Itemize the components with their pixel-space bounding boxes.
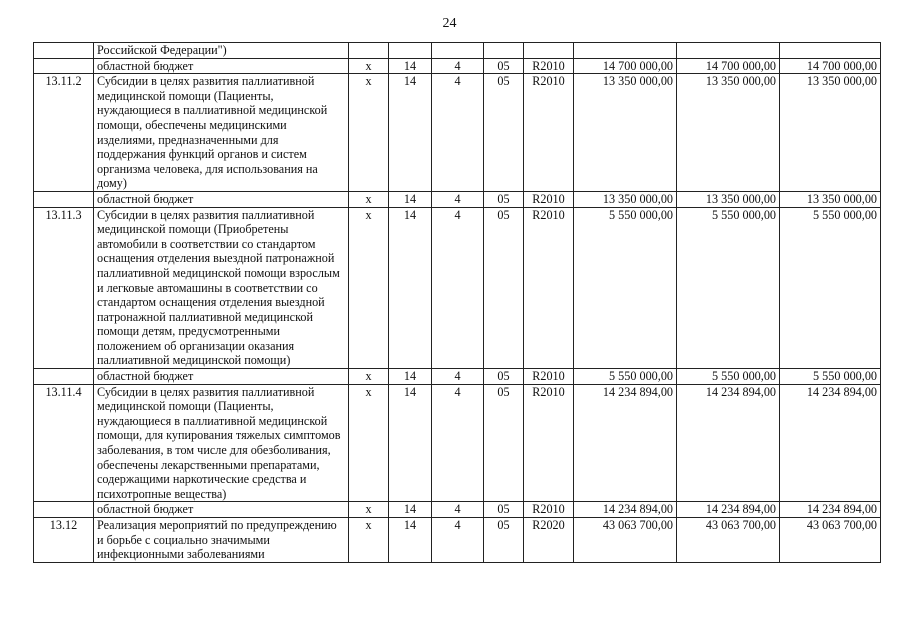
row-amount-2: 13 350 000,00 bbox=[677, 74, 780, 192]
row-subsection bbox=[432, 43, 484, 59]
row-mark: х bbox=[349, 58, 389, 74]
row-amount-2: 14 700 000,00 bbox=[677, 58, 780, 74]
row-target-code: R2010 bbox=[524, 207, 574, 369]
row-section: 14 bbox=[389, 502, 432, 518]
row-mark: х bbox=[349, 191, 389, 207]
row-section bbox=[389, 43, 432, 59]
row-mark: х bbox=[349, 207, 389, 369]
row-mark: х bbox=[349, 518, 389, 563]
row-amount-2: 5 550 000,00 bbox=[677, 369, 780, 385]
row-code: 13.12 bbox=[34, 518, 94, 563]
row-mark bbox=[349, 43, 389, 59]
row-amount-1 bbox=[574, 43, 677, 59]
row-group bbox=[484, 43, 524, 59]
row-group: 05 bbox=[484, 191, 524, 207]
row-amount-1: 14 700 000,00 bbox=[574, 58, 677, 74]
table-row bbox=[34, 43, 881, 59]
row-code bbox=[34, 191, 94, 207]
row-amount-3: 14 234 894,00 bbox=[780, 384, 881, 502]
row-subsection: 4 bbox=[432, 518, 484, 563]
row-mark: х bbox=[349, 384, 389, 502]
row-amount-1: 14 234 894,00 bbox=[574, 384, 677, 502]
row-group: 05 bbox=[484, 74, 524, 192]
row-name: областной бюджет bbox=[94, 191, 349, 207]
row-subsection: 4 bbox=[432, 58, 484, 74]
row-section: 14 bbox=[389, 384, 432, 502]
row-name: Субсидии в целях развития паллиативной медицинской помощи (Пациенты, нуждающиеся в паллиативной медицинской помощи, для купирования тяжелых симптомов заболевания, в том числе для обезболивания, обеспечены лекарственными препаратами, содержащими наркотические средства и психотропные вещества) bbox=[94, 384, 349, 502]
row-amount-1: 5 550 000,00 bbox=[574, 207, 677, 369]
row-amount-2: 43 063 700,00 bbox=[677, 518, 780, 563]
row-amount-2: 14 234 894,00 bbox=[677, 502, 780, 518]
row-amount-3: 13 350 000,00 bbox=[780, 191, 881, 207]
row-group: 05 bbox=[484, 58, 524, 74]
row-amount-1: 5 550 000,00 bbox=[574, 369, 677, 385]
row-target-code: R2010 bbox=[524, 191, 574, 207]
row-mark: х bbox=[349, 502, 389, 518]
row-section: 14 bbox=[389, 207, 432, 369]
row-subsection: 4 bbox=[432, 384, 484, 502]
table-row bbox=[34, 191, 881, 207]
table-row bbox=[34, 207, 881, 369]
row-subsection: 4 bbox=[432, 74, 484, 192]
row-target-code: R2010 bbox=[524, 58, 574, 74]
row-section: 14 bbox=[389, 74, 432, 192]
row-name: Реализация мероприятий по предупреждению и борьбе с социально значимыми инфекционными заболеваниями bbox=[94, 518, 349, 563]
row-amount-3 bbox=[780, 43, 881, 59]
row-amount-3: 5 550 000,00 bbox=[780, 207, 881, 369]
row-amount-2: 14 234 894,00 bbox=[677, 384, 780, 502]
budget-table bbox=[33, 42, 881, 563]
row-name: Субсидии в целях развития паллиативной медицинской помощи (Приобретены автомобили в соответствии со стандартом оснащения отделения выездной патронажной паллиативной медицинской помощи взрослым и легковые автомашины в соответствии со стандартом оснащения отделения выездной патронажной паллиативной медицинской помощи детям, предусмотренными положением об организации оказания паллиативной медицинской помощи) bbox=[94, 207, 349, 369]
row-code bbox=[34, 58, 94, 74]
row-target-code: R2010 bbox=[524, 74, 574, 192]
table-row bbox=[34, 384, 881, 502]
row-amount-1: 43 063 700,00 bbox=[574, 518, 677, 563]
row-amount-3: 13 350 000,00 bbox=[780, 74, 881, 192]
row-amount-2: 5 550 000,00 bbox=[677, 207, 780, 369]
row-mark: х bbox=[349, 369, 389, 385]
row-amount-1: 14 234 894,00 bbox=[574, 502, 677, 518]
row-amount-2: 13 350 000,00 bbox=[677, 191, 780, 207]
row-code: 13.11.3 bbox=[34, 207, 94, 369]
row-name: областной бюджет bbox=[94, 58, 349, 74]
row-name: областной бюджет bbox=[94, 502, 349, 518]
row-code bbox=[34, 43, 94, 59]
row-amount-1: 13 350 000,00 bbox=[574, 191, 677, 207]
row-name: Субсидии в целях развития паллиативной медицинской помощи (Пациенты, нуждающиеся в паллиативной медицинской помощи, обеспечены медицинскими изделиями, предназначенными для поддержания функций органов и систем организма человека, для использования на дому) bbox=[94, 74, 349, 192]
row-target-code: R2020 bbox=[524, 518, 574, 563]
page-number: 24 bbox=[442, 16, 457, 31]
row-target-code: R2010 bbox=[524, 369, 574, 385]
row-subsection: 4 bbox=[432, 207, 484, 369]
row-name: Российской Федерации") bbox=[94, 43, 349, 59]
row-group: 05 bbox=[484, 518, 524, 563]
row-subsection: 4 bbox=[432, 502, 484, 518]
row-target-code: R2010 bbox=[524, 502, 574, 518]
row-amount-3: 43 063 700,00 bbox=[780, 518, 881, 563]
row-section: 14 bbox=[389, 58, 432, 74]
row-section: 14 bbox=[389, 518, 432, 563]
row-section: 14 bbox=[389, 191, 432, 207]
row-subsection: 4 bbox=[432, 191, 484, 207]
row-code bbox=[34, 502, 94, 518]
table-row bbox=[34, 58, 881, 74]
row-amount-3: 5 550 000,00 bbox=[780, 369, 881, 385]
row-amount-1: 13 350 000,00 bbox=[574, 74, 677, 192]
row-mark: х bbox=[349, 74, 389, 192]
row-target-code: R2010 bbox=[524, 384, 574, 502]
row-target-code bbox=[524, 43, 574, 59]
row-group: 05 bbox=[484, 369, 524, 385]
row-section: 14 bbox=[389, 369, 432, 385]
row-name: областной бюджет bbox=[94, 369, 349, 385]
row-subsection: 4 bbox=[432, 369, 484, 385]
table-row bbox=[34, 502, 881, 518]
row-code: 13.11.4 bbox=[34, 384, 94, 502]
row-amount-3: 14 700 000,00 bbox=[780, 58, 881, 74]
row-group: 05 bbox=[484, 384, 524, 502]
row-group: 05 bbox=[484, 207, 524, 369]
row-group: 05 bbox=[484, 502, 524, 518]
row-code bbox=[34, 369, 94, 385]
row-amount-2 bbox=[677, 43, 780, 59]
table-row bbox=[34, 518, 881, 563]
table-row bbox=[34, 74, 881, 192]
row-code: 13.11.2 bbox=[34, 74, 94, 192]
table-row bbox=[34, 369, 881, 385]
row-amount-3: 14 234 894,00 bbox=[780, 502, 881, 518]
